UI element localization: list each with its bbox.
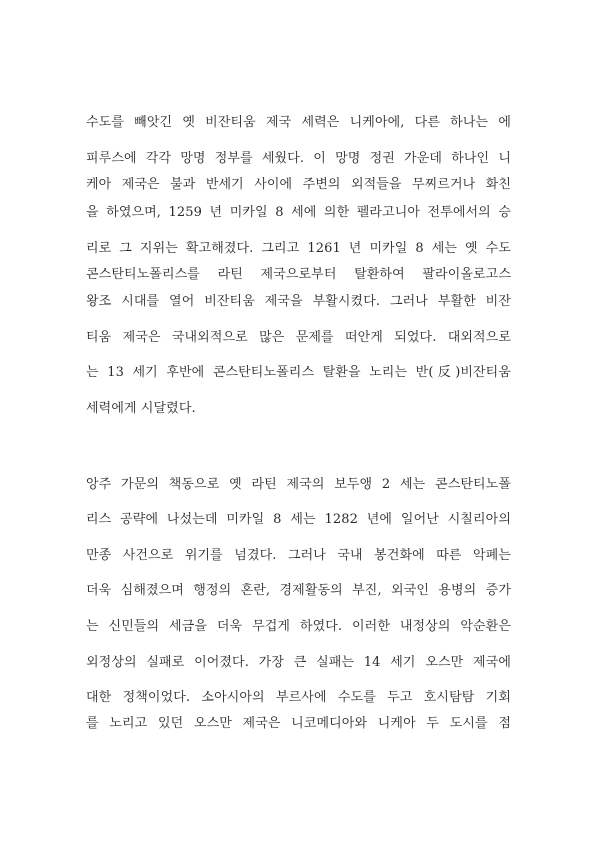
paragraph-2-line-5: 는 신민들의 세금을 더욱 무겁게 하였다. 이러한 내정상의 악순환은 (86, 619, 511, 634)
paragraph-1-line-2: 피루스에 각각 망명 정부를 세웠다. 이 망명 정권 가운데 하나인 니 (86, 151, 511, 166)
paragraph-2-line-3: 만종 사건으로 위기를 넘겼다. 그러나 국내 봉건화에 따른 악폐는 (86, 548, 511, 563)
paragraph-2-line-7: 대한 정책이었다. 소아시아의 부르사에 수도를 두고 호시탐탐 기회 (86, 690, 511, 705)
paragraph-2-line-8: 를 노리고 있던 오스만 제국은 니코메디아와 니케아 두 도시를 점 (86, 716, 511, 731)
paragraph-2-line-4: 더욱 심해졌으며 행정의 혼란, 경제활동의 부진, 외국인 용병의 증가 (86, 583, 511, 598)
paragraph-1-line-6: 콘스탄티노폴리스를 라틴 제국으로부터 탈환하여 팔라이올로고스 (86, 267, 511, 282)
paragraph-1-line-7: 왕조 시대를 열어 비잔티움 제국을 부활시켰다. 그러나 부활한 비잔 (86, 294, 511, 309)
paragraph-2-line-6: 외정상의 실패로 이어졌다. 가장 큰 실패는 14 세기 오스만 제국에 (86, 655, 511, 670)
paragraph-2-line-1: 앙주 가문의 책동으로 옛 라틴 제국의 보두앵 2 세는 콘스탄티노폴 (86, 477, 511, 492)
paragraph-1-line-1: 수도를 빼앗긴 옛 비잔티움 제국 세력은 니케아에, 다른 하나는 에 (86, 115, 511, 130)
paragraph-1-line-9: 는 13 세기 후반에 콘스탄티노폴리스 탈환을 노리는 반(反)비잔티움 (86, 365, 511, 380)
paragraph-1-line-3: 케아 제국은 불과 반세기 사이에 주변의 외적들을 무찌르거나 화친 (86, 177, 511, 192)
paragraph-1-line-8: 티움 제국은 국내외적으로 많은 문제를 떠안게 되었다. 대외적으로 (86, 330, 511, 345)
paragraph-2-line-2: 리스 공략에 나섰는데 미카일 8 세는 1282 년에 일어난 시칠리아의 (86, 512, 511, 527)
paragraph-1-line-4: 을 하였으며, 1259 년 미카일 8 세에 의한 펠라고니아 전투에서의 승 (86, 205, 511, 220)
paragraph-1-line-10: 세력에게 시달렸다. (86, 401, 196, 416)
paragraph-1-line-5: 리로 그 지위는 확고해졌다. 그리고 1261 년 미카일 8 세는 옛 수도 (86, 241, 511, 256)
